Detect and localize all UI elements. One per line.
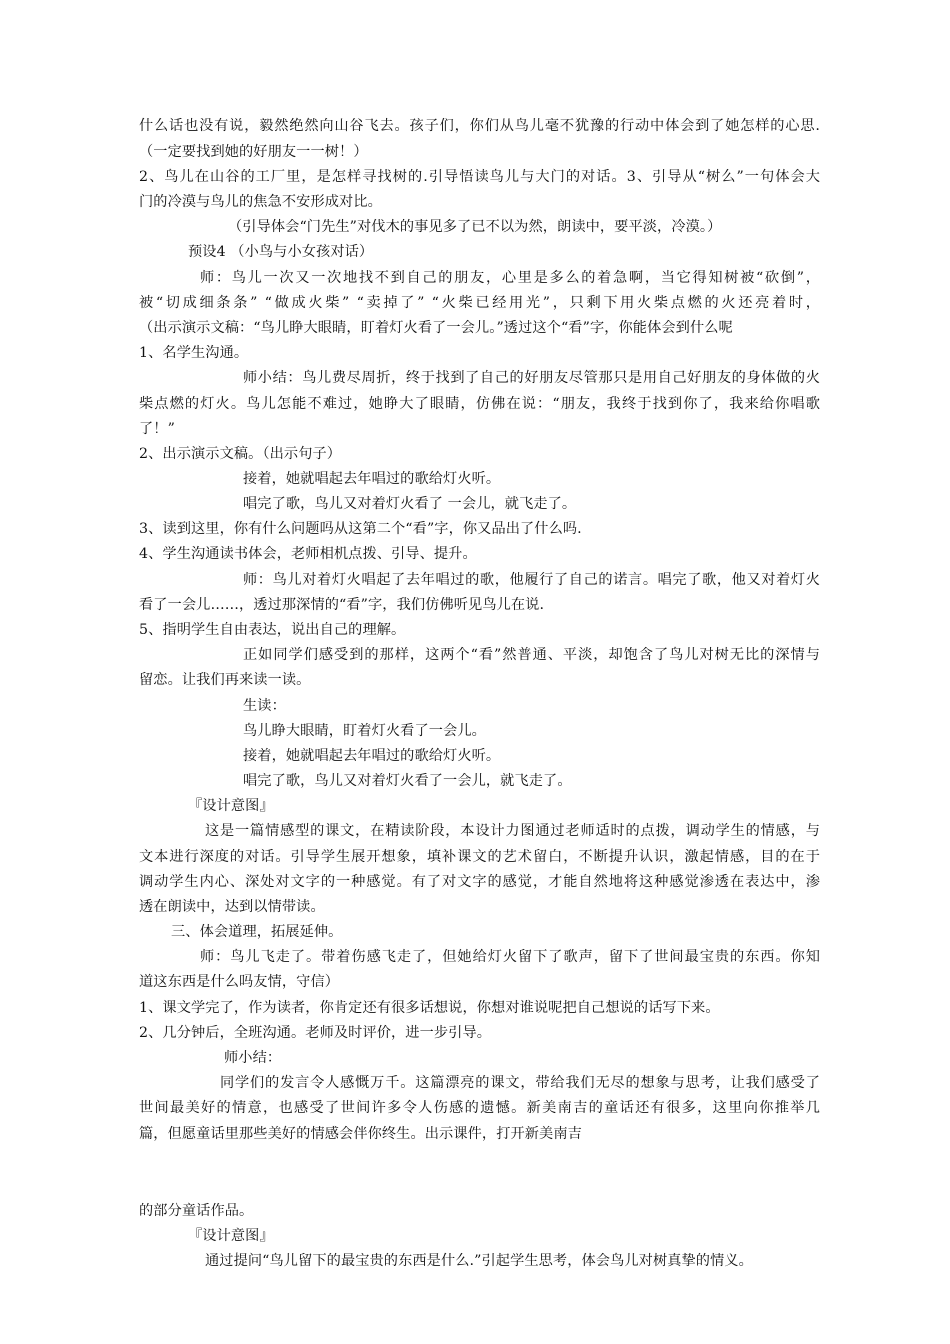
text-line: （一定要找到她的好朋友一一树！） xyxy=(139,144,368,160)
text-line: 看了一会儿……，透过那深情的“看”字，我们仿佛听见鸟儿在说. xyxy=(139,597,545,613)
text-line: 师：鸟儿一次又一次地找不到自己的朋友，心里是多么的着急啊，当它得知树被“砍倒”， xyxy=(200,270,820,286)
text-line: 师：鸟儿飞走了。带着伤感飞走了，但她给灯火留下了歌声，留下了世间最宝贵的东西。你知 xyxy=(200,949,820,965)
text-line: 接着，她就唱起去年唱过的歌给灯火听。 xyxy=(243,471,501,487)
text-line: 生读： xyxy=(243,698,286,714)
text-line: 接着，她就唱起去年唱过的歌给灯火听。 xyxy=(243,748,501,764)
text-line: 唱完了歌，鸟儿又对着灯火看了一会儿，就飞走了。 xyxy=(243,773,572,789)
text-line: 同学们的发言令人感慨万千。这篇漂亮的课文，带给我们无尽的想象与思考，让我们感受了 xyxy=(220,1075,820,1091)
text-line: 唱完了歌，鸟儿又对着灯火看了 一会儿，就飞走了。 xyxy=(243,496,577,512)
text-line: 1、课文学完了，作为读者，你肯定还有很多话想说，你想对谁说呢把自己想说的话写下来。 xyxy=(139,1000,720,1016)
text-line: （引导体会“门先生”对伐木的事见多了已不以为然，朗读中，要平淡，冷漠。） xyxy=(228,219,722,235)
text-line: 正如同学们感受到的那样，这两个“看”然普通、平淡，却饱含了鸟儿对树无比的深情与 xyxy=(243,647,820,663)
text-line: 的部分童话作品。 xyxy=(139,1203,254,1219)
text-line: 世间最美好的情意，也感受了世间许多令人伤感的遗憾。新美南吉的童话还有很多，这里向你推举几 xyxy=(139,1100,820,1116)
text-line: 道这东西是什么吗友情，守信） xyxy=(139,974,340,990)
text-line: 篇，但愿童话里那些美好的情感会伴你终生。出示课件，打开新美南吉 xyxy=(139,1126,582,1142)
text-line: 柴点燃的灯火。鸟儿怎能不难过，她睁大了眼睛，仿佛在说：“朋友，我终于找到你了，我来给你唱歌 xyxy=(139,396,820,412)
text-line: 门的冷漠与鸟儿的焦急不安形成对比。 xyxy=(139,194,382,210)
text-line: 4、学生沟通读书体会，老师相机点拨、引导、提升。 xyxy=(139,546,477,562)
text-line: 2、出示演示文稿。（出示句子） xyxy=(139,446,342,462)
text-line: 师小结：鸟儿费尽周折，终于找到了自己的好朋友尽管那只是用自己好朋友的身体做的火 xyxy=(243,370,820,386)
text-line: 1、名学生沟通。 xyxy=(139,345,249,361)
text-line: 2、鸟儿在山谷的工厂里，是怎样寻找树的.引导悟读鸟儿与大门的对话。3、引导从“树么”一句体会大 xyxy=(139,169,820,185)
text-line: 了！” xyxy=(139,421,175,437)
text-line: （出示演示文稿：“鸟儿睁大眼睛，盯着灯火看了一会儿。”透过这个“看”字，你能体会到什么呢 xyxy=(139,320,733,336)
text-line: 2、几分钟后，全班沟通。老师及时评价，进一步引导。 xyxy=(139,1025,492,1041)
heading-design-intent: 『设计意图』 xyxy=(188,798,274,814)
text-line: 通过提问“鸟儿留下的最宝贵的东西是什么.”引起学生思考，体会鸟儿对树真挚的情义。 xyxy=(205,1253,753,1269)
text-line: 什么话也没有说，毅然绝然向山谷飞去。孩子们，你们从鸟儿毫不犹豫的行动中体会到了她怎样的心思. xyxy=(139,118,820,134)
text-line: 被“切成细条条” “做成火柴” “卖掉了” “火柴已经用光”，只剩下用火柴点燃的火还亮着时， xyxy=(139,295,820,311)
heading-preset-4: 预设4 （小鸟与小女孩对话） xyxy=(188,244,374,260)
text-line: 这是一篇情感型的课文，在精读阶段，本设计力图通过老师适时的点拨，调动学生的情感，与 xyxy=(205,823,820,839)
text-line: 调动学生内心、深处对文字的一种感觉。有了对文字的感觉，才能自然地将这种感觉渗透在表达中，渗 xyxy=(139,874,820,890)
text-line: 3、读到这里，你有什么问题吗从这第二个“看”字，你又品出了什么吗. xyxy=(139,521,582,537)
text-line: 透在朗读中，达到以情带读。 xyxy=(139,899,325,915)
text-line: 鸟儿睁大眼睛，盯着灯火看了一会儿。 xyxy=(243,723,486,739)
heading-section-3: 三、体会道理，拓展延伸。 xyxy=(171,924,343,940)
text-line: 师：鸟儿对着灯火唱起了去年唱过的歌，他履行了自己的诺言。唱完了歌，他又对着灯火 xyxy=(243,572,820,588)
text-line: 留恋。让我们再来读一读。 xyxy=(139,672,311,688)
heading-design-intent: 『设计意图』 xyxy=(188,1228,274,1244)
text-line: 文本进行深度的对话。引导学生展开想象，填补课文的艺术留白，不断提升认识，激起情感，目的在于 xyxy=(139,849,820,865)
text-line: 5、指明学生自由表达，说出自己的理解。 xyxy=(139,622,406,638)
text-line: 师小结： xyxy=(224,1050,282,1066)
